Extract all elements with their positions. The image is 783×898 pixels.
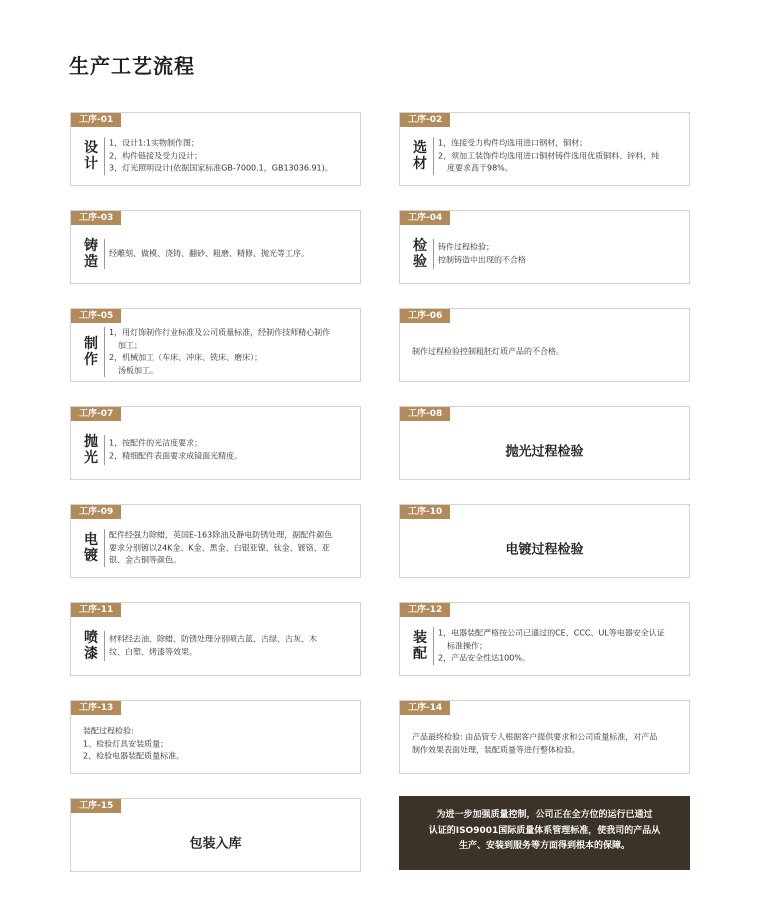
process-step-card xyxy=(70,406,361,480)
step-label-char: 镀 xyxy=(84,548,98,564)
step-divider xyxy=(104,435,105,465)
step-description xyxy=(412,346,681,359)
step-label xyxy=(83,336,99,368)
step-content xyxy=(71,421,360,479)
step-description xyxy=(109,529,352,567)
step-description-line: 银、金古铜等颜色。 xyxy=(109,555,181,565)
process-step-card xyxy=(70,504,361,578)
step-tag: 工序-10 xyxy=(400,505,450,519)
step-divider xyxy=(104,137,105,175)
step-tag: 工序-04 xyxy=(400,211,450,225)
process-step-card xyxy=(70,602,361,676)
step-label xyxy=(83,532,99,564)
step-heading: 电镀过程检验 xyxy=(505,542,584,558)
step-label xyxy=(412,140,428,172)
step-description-line: 标准操作； xyxy=(447,640,487,650)
step-label-char: 制 xyxy=(84,336,98,352)
step-description-line: 控制铸造中出现的不合格 xyxy=(438,255,526,264)
step-tag: 工序-09 xyxy=(71,505,121,519)
step-description-line: 制作效果表面处理，装配质量等进行整体检验。 xyxy=(412,745,580,754)
step-description-line: 加工； xyxy=(118,340,142,350)
step-label-char: 材 xyxy=(413,156,427,172)
step-tag: 工序-02 xyxy=(400,113,450,127)
step-divider xyxy=(433,627,434,665)
step-heading: 抛光过程检验 xyxy=(505,444,584,460)
step-description-line: 要求分别镀以24K金、K金、黑金、白银亚镍、钛金、镀铬、亚 xyxy=(109,542,330,552)
process-step-card xyxy=(70,700,361,774)
step-description-line: 汤板加工。 xyxy=(118,365,158,375)
quality-note-line: 认证的ISO9001国际质量体系管理标准，使我司的产品从 xyxy=(428,825,661,836)
step-content xyxy=(400,715,689,773)
step-content xyxy=(71,617,360,675)
step-content xyxy=(400,323,689,381)
step-label-char: 造 xyxy=(84,254,98,270)
step-label-char: 光 xyxy=(84,450,98,466)
step-description xyxy=(412,732,681,757)
step-description xyxy=(109,248,352,261)
process-step-card xyxy=(70,308,361,382)
step-description xyxy=(438,242,681,267)
quality-note-line: 生产、安装到服务等方面得到根本的保障。 xyxy=(458,841,630,851)
step-content xyxy=(400,519,689,577)
step-tag: 工序-13 xyxy=(71,701,121,715)
step-label-char: 装 xyxy=(413,630,427,646)
step-description xyxy=(109,634,352,659)
quality-note-line: 为进一步加强质量控制，公司正在全方位的运行已通过 xyxy=(436,810,653,820)
step-label-char: 选 xyxy=(413,140,427,156)
step-description-line: 1、检验灯具安装质量； xyxy=(83,738,169,748)
process-step-card xyxy=(70,112,361,186)
step-tag: 工序-07 xyxy=(71,407,121,421)
step-divider xyxy=(433,239,434,269)
step-label-char: 铸 xyxy=(84,238,98,254)
step-content xyxy=(71,519,360,577)
step-label xyxy=(412,630,428,662)
step-tag: 工序-11 xyxy=(71,603,121,617)
step-tag: 工序-15 xyxy=(71,799,121,813)
step-description-line: 1，电器装配严格按公司已通过的CE、CCC、UL等电器安全认证 xyxy=(438,628,665,638)
step-heading: 包装入库 xyxy=(189,836,242,852)
step-description xyxy=(109,438,352,463)
step-content xyxy=(400,127,689,185)
step-description xyxy=(438,137,681,175)
step-tag: 工序-12 xyxy=(400,603,450,617)
step-tag: 工序-08 xyxy=(400,407,450,421)
process-step-card xyxy=(399,112,690,186)
process-step-card xyxy=(399,406,690,480)
step-label-char: 设 xyxy=(84,140,98,156)
step-description-line: 2，机械加工（车床、冲床、铣床、磨床）； xyxy=(109,353,263,362)
step-content xyxy=(71,127,360,185)
step-divider xyxy=(104,239,105,269)
step-description-line: 2，产品安全性达100%。 xyxy=(438,653,530,663)
step-description-line: 经雕刻、做模、浇铸、翻砂、粗磨、精修、抛光等工序。 xyxy=(109,248,309,258)
page-title: 生产工艺流程 xyxy=(69,54,195,78)
step-description-line: 装配过程检验: xyxy=(83,726,134,736)
step-tag: 工序-06 xyxy=(400,309,450,323)
step-tag: 工序-03 xyxy=(71,211,121,225)
step-description-line: 3，灯光照明设计(依据国家标准GB-7000.1，GB13036.91)。 xyxy=(109,163,333,173)
step-divider xyxy=(104,631,105,661)
step-label xyxy=(412,238,428,270)
step-description xyxy=(109,327,352,377)
step-label-char: 计 xyxy=(84,156,98,172)
process-step-card xyxy=(399,602,690,676)
step-label xyxy=(83,434,99,466)
step-label-char: 验 xyxy=(413,254,427,270)
step-tag: 工序-01 xyxy=(71,113,121,127)
step-description-line: 2、检验电器装配质量标准。 xyxy=(83,751,185,761)
step-content xyxy=(400,421,689,479)
step-description-line: 铸件过程检验； xyxy=(438,242,494,252)
step-label xyxy=(83,630,99,662)
process-step-card xyxy=(399,504,690,578)
step-label xyxy=(83,238,99,270)
step-description-line: 1，设计1:1实物制作图； xyxy=(109,138,199,148)
process-step-card xyxy=(399,308,690,382)
step-tag: 工序-05 xyxy=(71,309,121,323)
step-description xyxy=(83,725,352,763)
step-label-char: 漆 xyxy=(84,646,98,662)
step-label xyxy=(83,140,99,172)
step-tag: 工序-14 xyxy=(400,701,450,715)
step-description-line: 2，构件链接及受力设计； xyxy=(109,150,203,160)
step-description-line: 产品最终检验: 由品管专人根据客户提供要求和公司质量标准，对产品 xyxy=(412,732,658,742)
step-description-line: 制作过程检验控制粗胚灯质产品的不合格。 xyxy=(412,346,564,356)
step-description xyxy=(438,627,681,665)
step-content xyxy=(71,715,360,773)
step-label-char: 配 xyxy=(413,646,427,662)
process-step-card xyxy=(70,798,361,872)
step-content xyxy=(400,617,689,675)
step-description-line: 配件经强力除蜡，英国E-163除油及静电防锈处理，据配件颜色 xyxy=(109,530,333,540)
step-divider xyxy=(104,529,105,567)
step-content xyxy=(400,225,689,283)
step-label-char: 电 xyxy=(84,532,98,548)
step-description-line: 材料经去油、除蜡、防锈处理分别喷古蓝、古绿、古灰、木 xyxy=(109,634,317,644)
step-description-line: 2，精细配件表面要求成镜面光精度。 xyxy=(109,451,243,460)
step-description-line: 1，按配件的光洁度要求； xyxy=(109,438,203,448)
step-content xyxy=(71,225,360,283)
step-label-char: 作 xyxy=(84,352,98,368)
step-description xyxy=(109,137,352,175)
step-description-line: 度要求高于98%。 xyxy=(447,163,513,173)
step-description-line: 纹、白塑、烤漆等效果。 xyxy=(109,647,197,656)
quality-note xyxy=(399,796,690,870)
step-divider xyxy=(433,137,434,175)
process-step-card xyxy=(70,210,361,284)
step-label-char: 喷 xyxy=(84,630,98,646)
step-description-line: 2，须加工装饰件均选用进口铜材铸件选用优质铜料、锌料，纯 xyxy=(438,150,660,160)
step-label-char: 检 xyxy=(413,238,427,254)
step-description-line: 1，连接受力构件均选用进口钢材，铜材； xyxy=(438,138,588,148)
step-content xyxy=(71,813,360,871)
step-label-char: 抛 xyxy=(84,434,98,450)
process-step-card xyxy=(399,210,690,284)
step-description-line: 1，用灯饰制作行业标准及公司质量标准，经制作技师精心制作 xyxy=(109,328,331,337)
step-content xyxy=(71,323,360,381)
step-divider xyxy=(104,327,105,377)
process-step-card xyxy=(399,700,690,774)
